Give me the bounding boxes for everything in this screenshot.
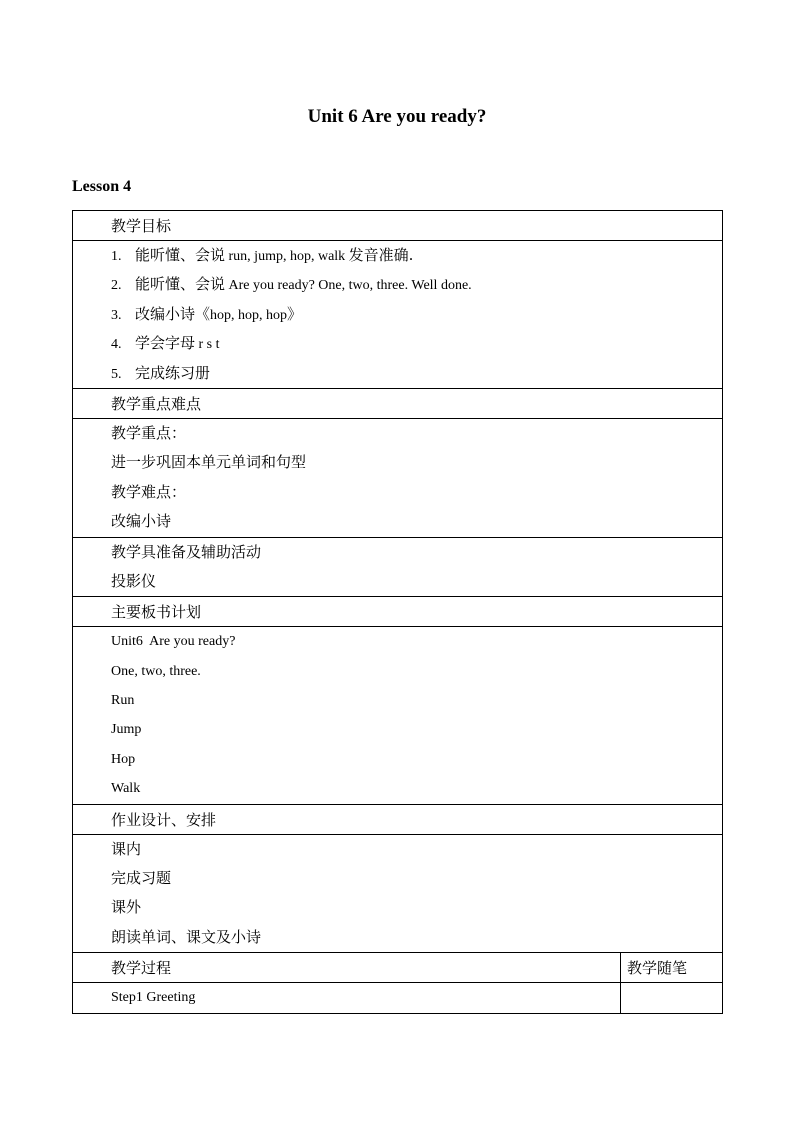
objectives-heading-row	[73, 211, 723, 241]
board-row	[73, 627, 723, 804]
homework-row	[73, 834, 723, 953]
key-points-line: 改编小诗	[111, 512, 172, 531]
page-title: Unit 6 Are you ready?	[307, 106, 487, 127]
homework-heading: 作业设计、安排	[111, 810, 217, 829]
lesson-plan-table	[72, 210, 723, 1014]
key-points-heading: 教学重点难点	[111, 394, 202, 413]
process-step: Step1 Greeting	[111, 990, 196, 1006]
key-points-line: 进一步巩固本单元单词和句型	[111, 453, 307, 472]
board-line: One, two, three.	[111, 663, 201, 679]
objective-item: 4. 学会字母 r s t	[111, 334, 220, 353]
board-line: Jump	[111, 722, 142, 738]
homework-heading-row	[73, 804, 723, 834]
notes-heading: 教学随笔	[627, 959, 688, 978]
homework-line: 完成习题	[111, 869, 172, 888]
objectives-heading: 教学目标	[111, 217, 172, 235]
board-line: Unit6 Are you ready?	[111, 634, 236, 650]
board-line: Run	[111, 693, 135, 709]
homework-line: 课外	[111, 898, 142, 917]
board-heading-row	[73, 597, 723, 627]
lesson-label: Lesson 4	[72, 178, 132, 195]
process-heading: 教学过程	[111, 959, 172, 978]
objectives-row	[73, 241, 723, 389]
notes-cell	[627, 983, 722, 1012]
tools-heading: 教学具准备及辅助活动	[111, 542, 262, 561]
objective-item: 1. 能听懂、会说 run, jump, hop, walk 发音准确.	[111, 246, 414, 264]
homework-line: 朗读单词、课文及小诗	[111, 927, 262, 946]
objective-item: 5. 完成练习册	[111, 363, 211, 382]
objective-item: 2. 能听懂、会说 Are you ready? One, two, three. Well done.	[111, 275, 472, 294]
objective-item: 3. 改编小诗《hop, hop, hop》	[111, 304, 303, 323]
key-points-line: 教学重点：	[111, 423, 187, 442]
board-line: Walk	[111, 781, 141, 797]
homework-line: 课内	[111, 839, 142, 858]
key-points-heading-row	[73, 388, 723, 418]
key-points-row	[73, 418, 723, 537]
board-line: Hop	[111, 751, 136, 767]
tools-row	[73, 537, 723, 597]
board-heading: 主要板书计划	[111, 603, 202, 622]
process-heading-row	[73, 953, 723, 983]
key-points-line: 教学难点：	[111, 482, 187, 501]
tools-line: 投影仪	[111, 571, 157, 590]
process-row	[73, 983, 723, 1013]
